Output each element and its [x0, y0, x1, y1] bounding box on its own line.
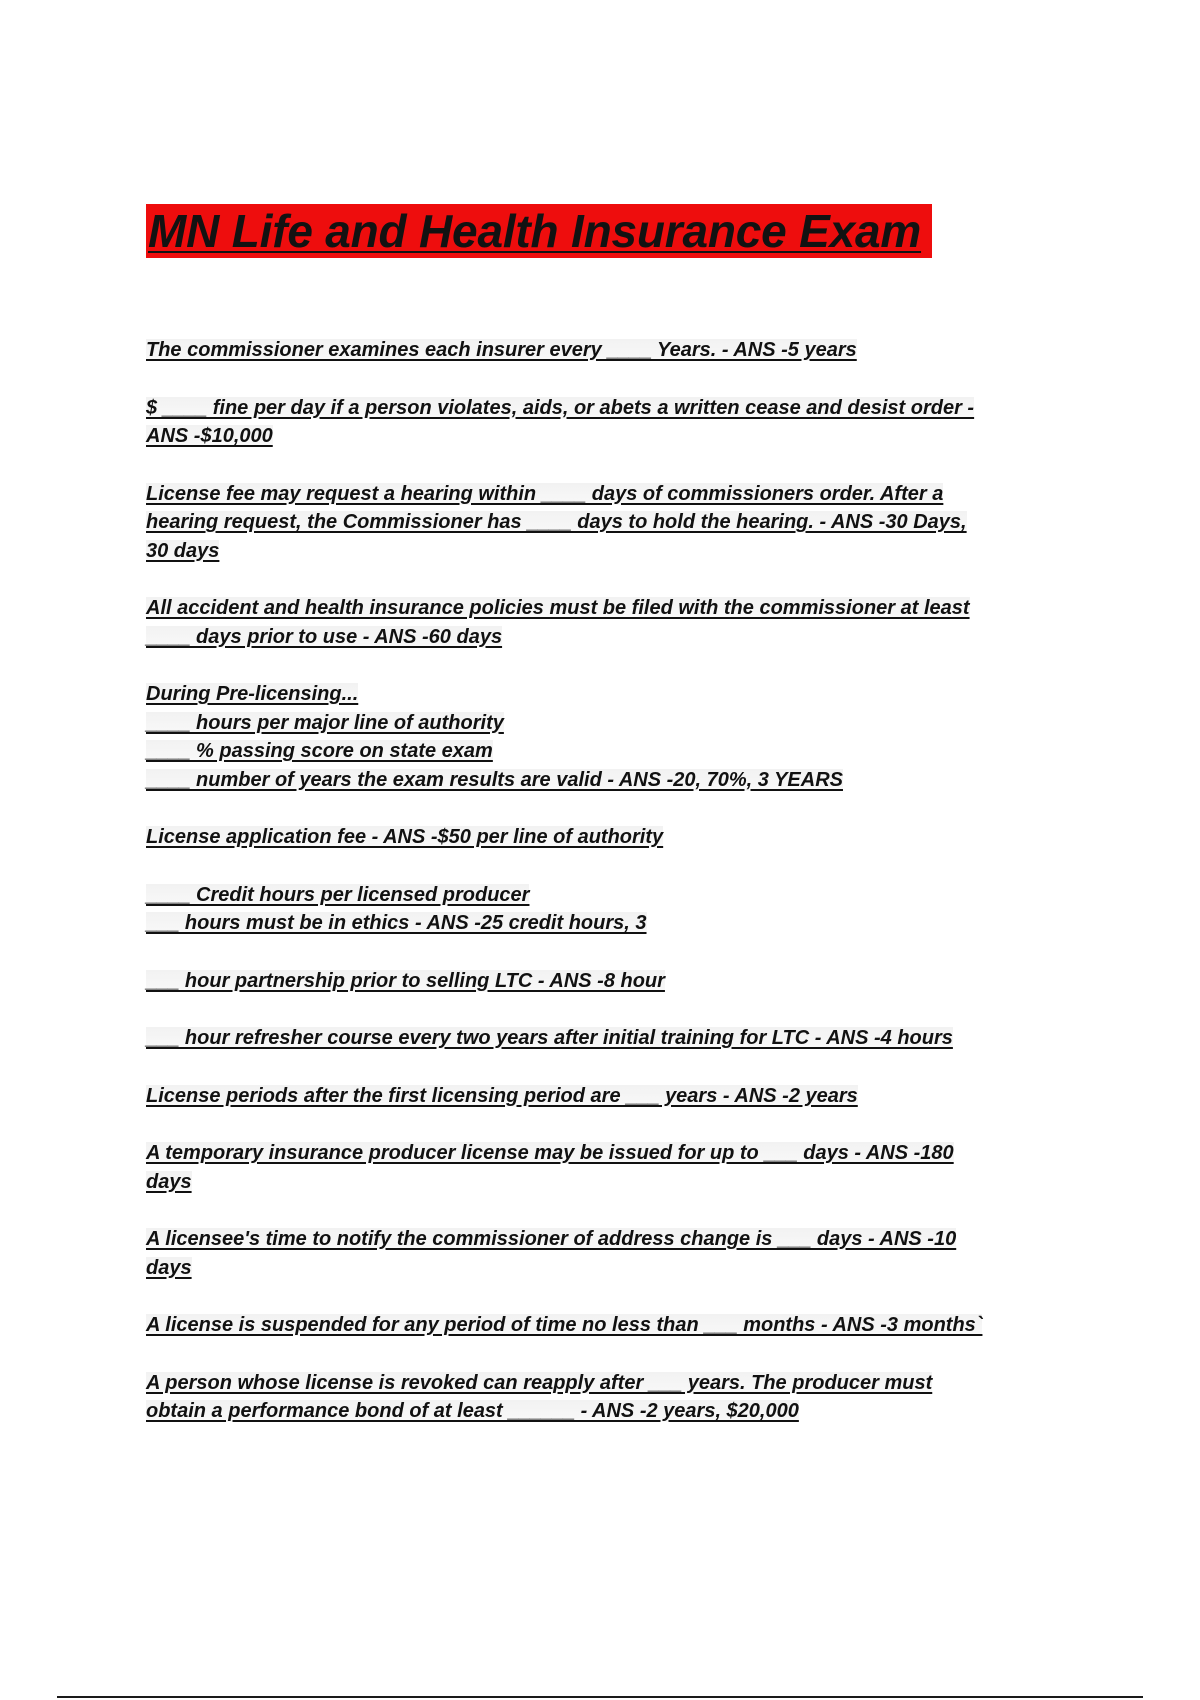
- question-item: [146, 336, 1086, 365]
- question-item: [146, 394, 1086, 451]
- question-text: License fee may request a hearing within ____ days of commissioners order. After a: [146, 482, 944, 505]
- question-text: $ ____ fine per day if a person violates, aids, or abets a written cease and desist order -: [146, 396, 975, 419]
- question-text: A temporary insurance producer license may be issued for up to ___ days - ANS -180: [146, 1142, 954, 1164]
- question-line: [146, 1225, 1086, 1254]
- question-line: [146, 394, 1086, 423]
- question-text: ____ % passing score on state exam: [146, 740, 493, 762]
- question-text: All accident and health insurance policies must be filed with the commissioner at least: [146, 597, 970, 619]
- question-text: The commissioner examines each insurer every ____ Years. - ANS -5 years: [146, 339, 857, 361]
- question-line: [146, 1397, 1086, 1426]
- question-item: [146, 823, 1086, 852]
- question-line: [146, 766, 1086, 795]
- question-line: [146, 967, 1086, 996]
- question-line: [146, 537, 1086, 566]
- question-line: [146, 1024, 1086, 1053]
- question-line: [146, 823, 1086, 852]
- question-text: A license is suspended for any period of time no less than ___ months - ANS -3 months`: [146, 1314, 983, 1336]
- question-text: 30 days: [146, 539, 220, 562]
- question-line: [146, 1139, 1086, 1168]
- question-text: ____ days prior to use - ANS -60 days: [146, 625, 503, 648]
- question-item: [146, 881, 1086, 938]
- question-line: [146, 709, 1086, 738]
- question-line: [146, 1311, 1086, 1340]
- question-item: [146, 967, 1086, 996]
- question-line: [146, 508, 1086, 537]
- question-item: [146, 680, 1086, 794]
- title-highlight: [146, 204, 932, 258]
- question-text: ___ hour refresher course every two years after initial training for LTC - ANS -4 hours: [146, 1027, 953, 1049]
- question-text: obtain a performance bond of at least ______ - ANS -2 years, $20,000: [146, 1400, 799, 1422]
- question-text: days: [146, 1170, 192, 1193]
- question-text: License application fee - ANS -$50 per line of authority: [146, 826, 664, 848]
- question-line: [146, 422, 1086, 451]
- question-line: [146, 623, 1086, 652]
- question-line: [146, 680, 1086, 709]
- question-line: [146, 737, 1086, 766]
- question-line: [146, 1369, 1086, 1398]
- question-line: [146, 480, 1086, 509]
- question-item: [146, 480, 1086, 566]
- question-line: [146, 1254, 1086, 1283]
- question-line: [146, 909, 1086, 938]
- question-line: [146, 1168, 1086, 1197]
- question-text: License periods after the first licensing period are ___ years - ANS -2 years: [146, 1084, 858, 1107]
- question-item: [146, 1139, 1086, 1196]
- question-text: ____ number of years the exam results are valid - ANS -20, 70%, 3 YEARS: [146, 768, 843, 791]
- question-item: [146, 1024, 1086, 1053]
- question-item: [146, 1225, 1086, 1282]
- document-title: MN Life and Health Insurance Exam: [148, 205, 922, 257]
- page-bottom-rule: [57, 1696, 1143, 1698]
- question-item: [146, 1082, 1086, 1111]
- question-item: [146, 594, 1086, 651]
- question-item: [146, 1369, 1086, 1426]
- question-text: A person whose license is revoked can reapply after ___ years. The producer must: [146, 1371, 933, 1394]
- question-text: ____ Credit hours per licensed producer: [146, 883, 530, 906]
- question-text: A licensee's time to notify the commissioner of address change is ___ days - ANS -10: [146, 1228, 957, 1250]
- question-text: ___ hour partnership prior to selling LTC - ANS -8 hour: [146, 969, 665, 992]
- question-item: [146, 1311, 1086, 1340]
- question-text: ____ hours per major line of authority: [146, 711, 504, 734]
- question-line: [146, 1082, 1086, 1111]
- question-text: ___ hours must be in ethics - ANS -25 credit hours, 3: [146, 912, 647, 934]
- question-text: During Pre-licensing...: [146, 683, 359, 705]
- question-line: [146, 881, 1086, 910]
- question-list: [146, 336, 1086, 1455]
- question-text: ANS -$10,000: [146, 425, 273, 447]
- question-line: [146, 336, 1086, 365]
- question-line: [146, 594, 1086, 623]
- question-text: days: [146, 1256, 192, 1279]
- question-text: hearing request, the Commissioner has ____ days to hold the hearing. - ANS -30 Days,: [146, 511, 967, 533]
